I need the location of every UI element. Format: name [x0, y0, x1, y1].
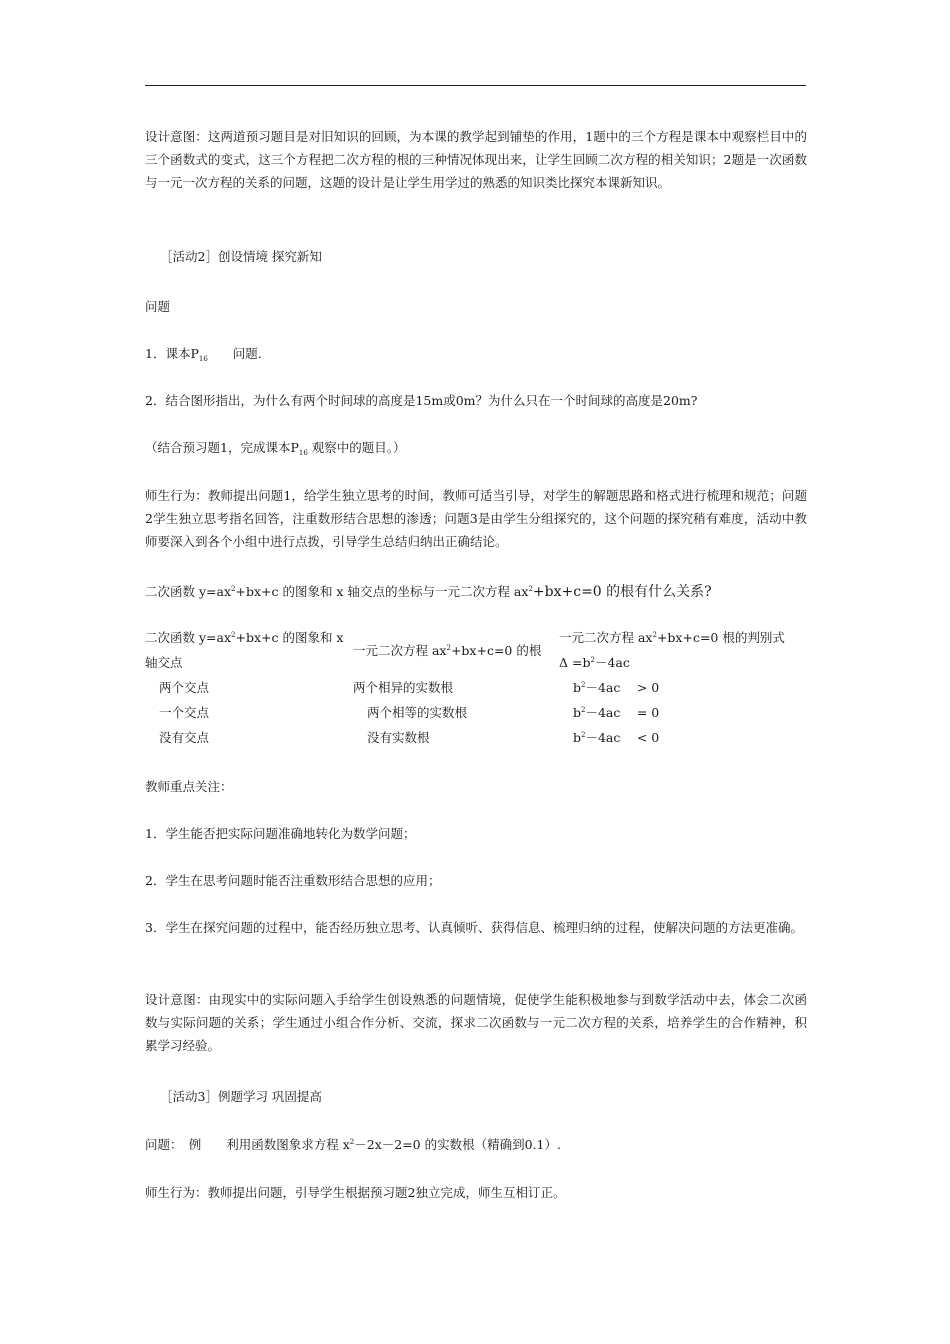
relationship-question: 二次函数 $y=ax^2+bx+c$ 的图象和 x 轴交点的坐标与一元二次方程 $ax^2+bx+c=0$ 的根有什么关系?	[145, 584, 712, 600]
focus-item-1: 1．学生能否把实际问题准确地转化为数学问题；	[145, 826, 416, 841]
table-header-col3: 一元二次方程 $ax^2+bx+c=0$ 根的判别式 $\Delta =b^2-4ac$	[559, 630, 785, 670]
header-rule	[145, 85, 806, 86]
activity-3-heading: ［活动3］例题学习 巩固提高	[160, 1089, 322, 1104]
table-header-col2: 一元二次方程 $ax^2+bx+c=0$ 的根	[353, 643, 542, 658]
activity-2-heading: ［活动2］创设情境 探究新知	[160, 249, 322, 264]
design-intent-paragraph-1: 设计意图：这两道预习题目是对旧知识的回顾，为本课的教学起到铺垫的作用，1题中的三个方程是课本中观察栏目中的三个函数式的变式，这三个方程把二次方程的根的三种情况体现出来，让学生回顾二次方程的相关知识；2题是一次函数与一元一次方程的关系的问题，这题的设计是让学生用学过的熟悉的知识类比探究本课新知识。	[145, 129, 807, 190]
table-row-1-col2: 两个相异的实数根	[353, 680, 454, 695]
example-question: 问题： 例 利用函数图象求方程 $x^2-2x-2=0$ 的实数根（精确到0.1）.	[145, 1137, 561, 1152]
teacher-student-behavior-paragraph-1: 师生行为：教师提出问题1，给学生独立思考的时间，教师可适当引导，对学生的解题思路和格式进行梳理和规范；问题2学生独立思考指名回答，注重数形结合思想的渗透；问题3是由学生分组探究的，这个问题的探究稍有难度，活动中教师要深入到各个小组中进行点拨，引导学生总结归纳出正确结论。	[145, 488, 807, 549]
table-row-2-col3: $b^2-4ac$ = 0	[573, 705, 660, 720]
table-row-3-col2: 没有实数根	[367, 730, 430, 745]
question-1: 1．课本$P_{16}$ 问题.	[145, 346, 262, 363]
question-2: 2．结合图形指出，为什么有两个时间球的高度是15m或0m？为什么只在一个时间球的高度是20m?	[145, 393, 698, 408]
table-header-col1: 二次函数 $y=ax^2+bx+c$ 的图象和 x 轴交点	[145, 630, 344, 670]
table-row-3-col3: $b^2-4ac$ < 0	[573, 730, 660, 745]
design-intent-paragraph-2: 设计意图：由现实中的实际问题入手给学生创设熟悉的问题情境，促使学生能积极地参与到数学活动中去，体会二次函数与实际问题的关系；学生通过小组合作分析、交流，探求二次函数与一元二次方程的关系，培养学生的合作精神，积累学习经验。	[145, 992, 807, 1053]
focus-item-3: 3．学生在探究问题的过程中，能否经历独立思考、认真倾听、获得信息、梳理归纳的过程，使解决问题的方法更准确。	[145, 920, 803, 935]
table-row-1-col3: $b^2-4ac$ > 0	[573, 680, 660, 695]
focus-item-2: 2．学生在思考问题时能否注重数形结合思想的应用；	[145, 873, 441, 888]
teacher-student-behavior-paragraph-2: 师生行为：教师提出问题，引导学生根据预习题2独立完成，师生互相订正。	[145, 1185, 566, 1200]
table-row-2-col1: 一个交点	[159, 705, 210, 720]
teacher-focus-heading: 教师重点关注：	[145, 779, 233, 794]
table-row-3-col1: 没有交点	[159, 730, 210, 745]
question-3-note: （结合预习题1，完成课本$P_{16}$ 观察中的题目。）	[145, 440, 406, 457]
table-row-2-col2: 两个相等的实数根	[367, 705, 468, 720]
problem-heading: 问题	[145, 299, 171, 314]
table-row-1-col1: 两个交点	[159, 680, 210, 695]
